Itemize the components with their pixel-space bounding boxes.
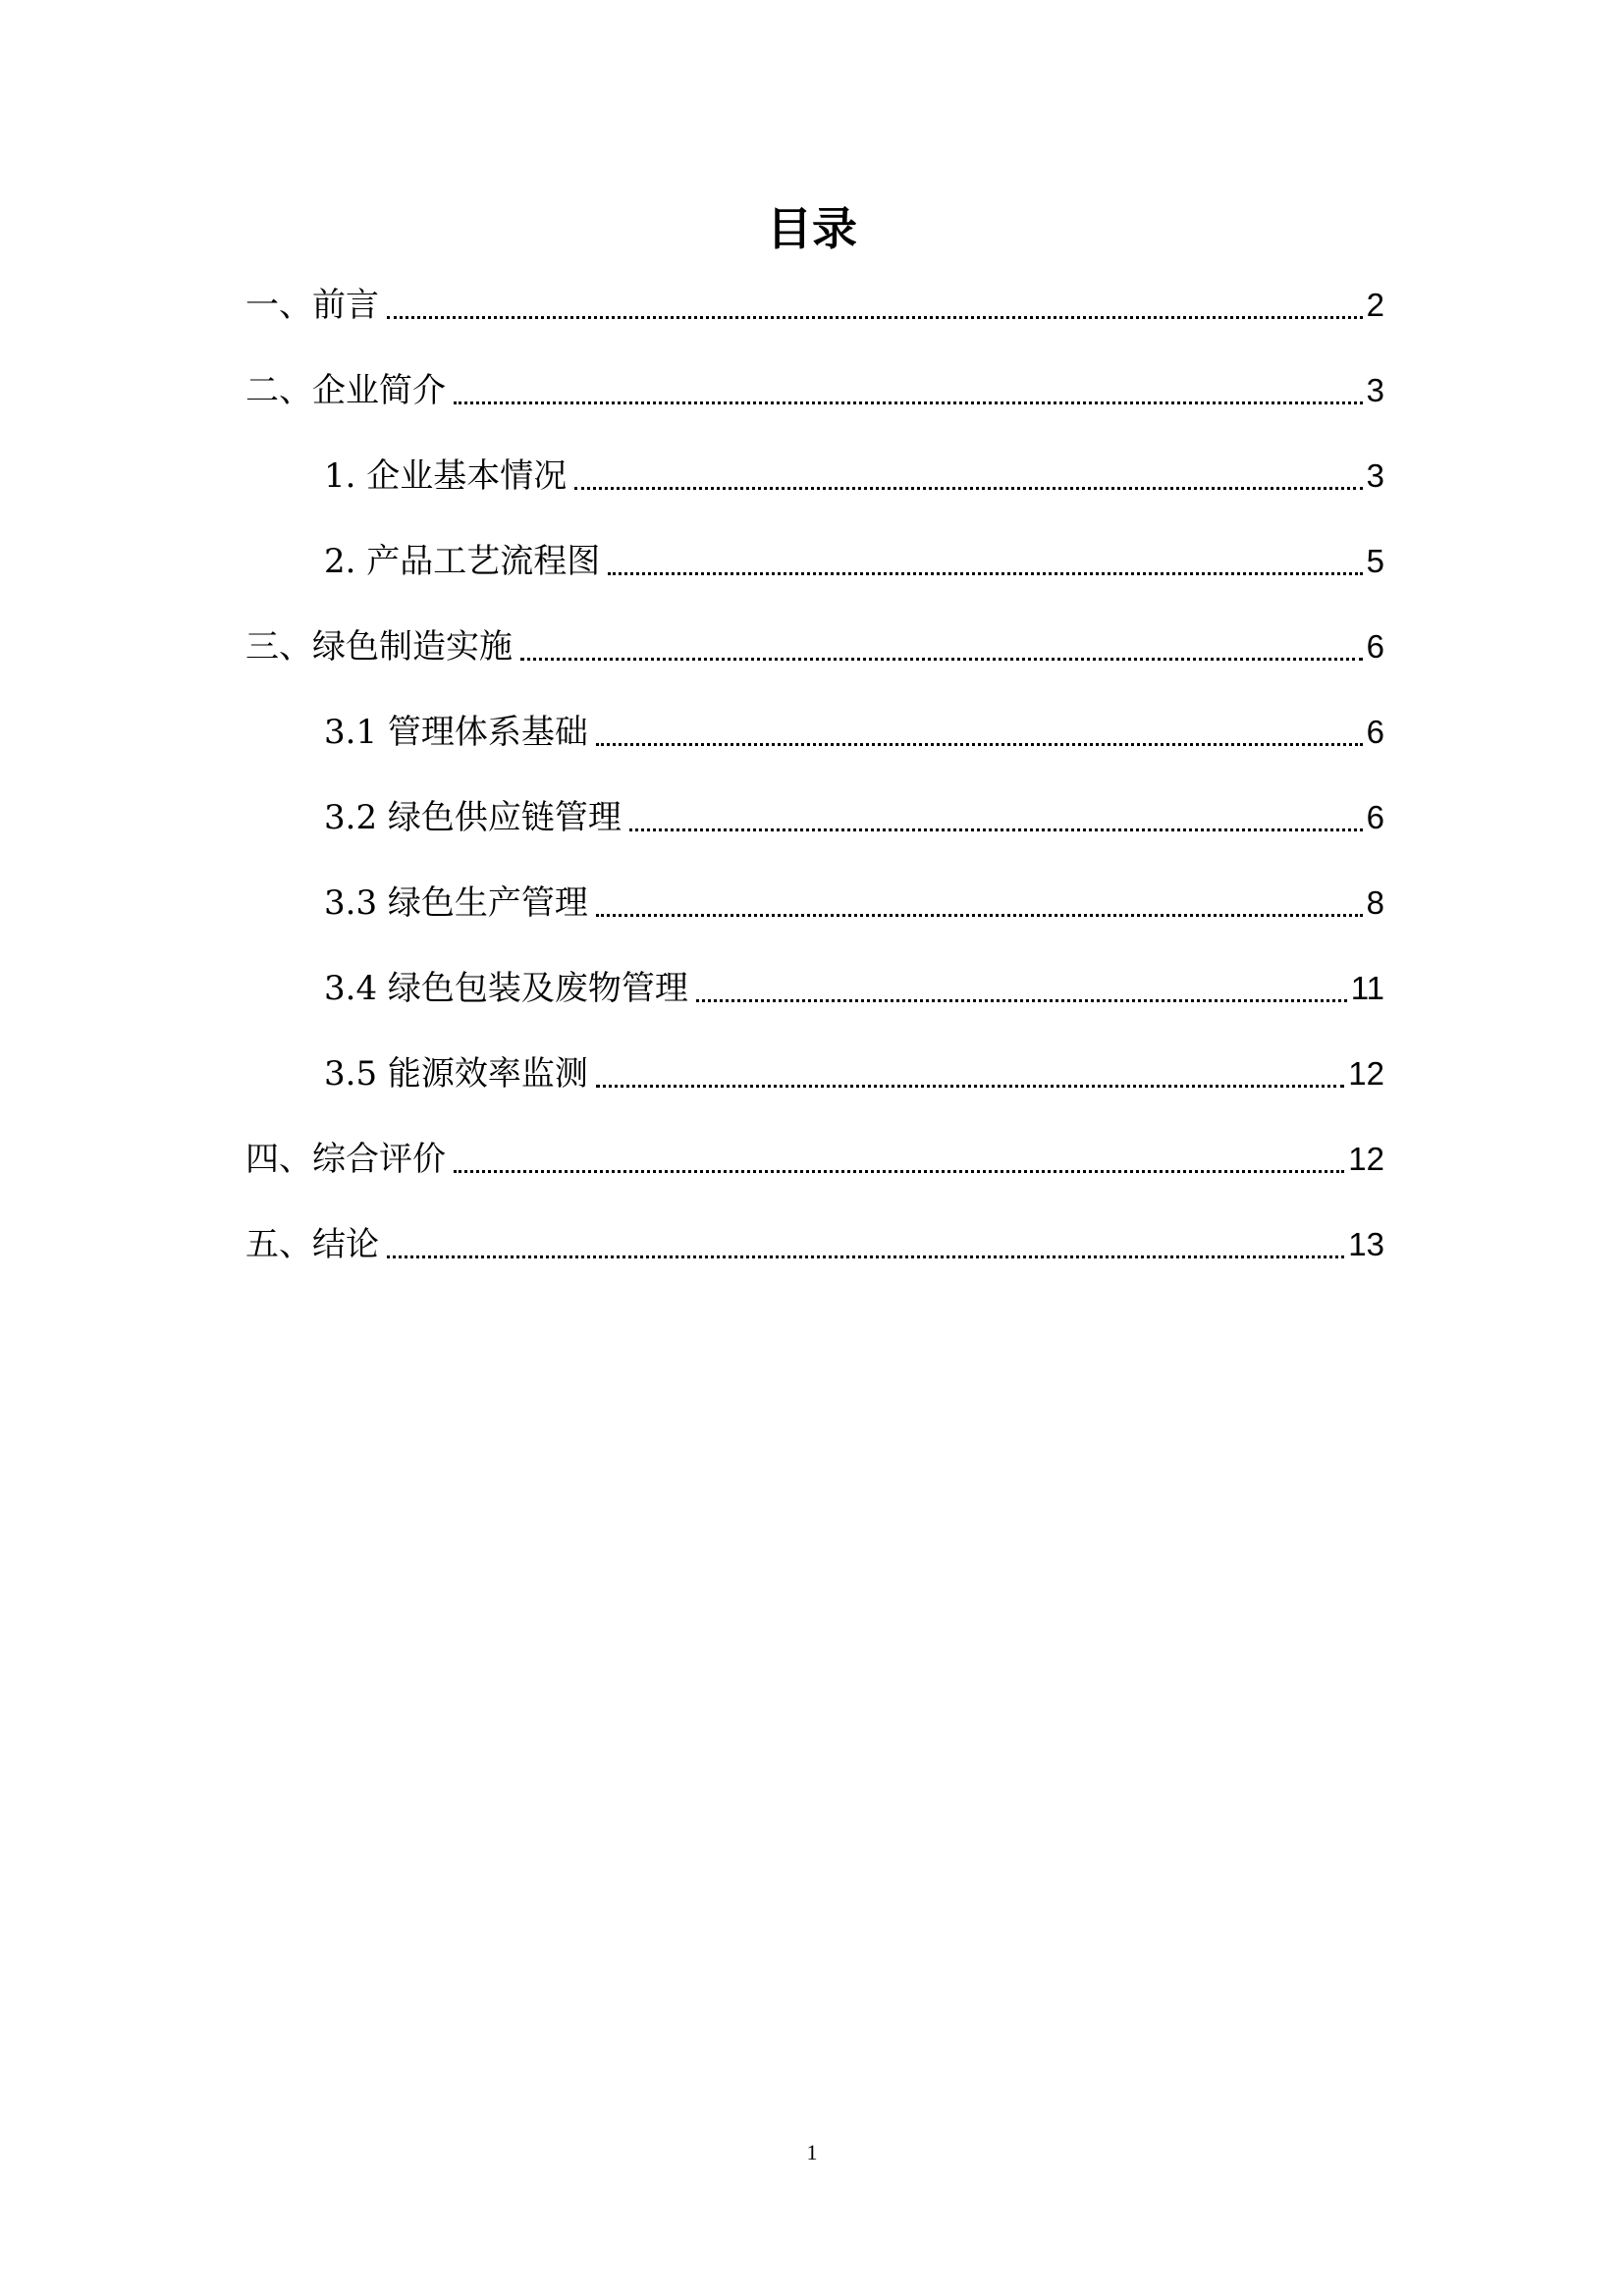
dot-leader [387, 1246, 1344, 1258]
toc-entry-packaging-waste[interactable] [324, 966, 1384, 1011]
toc-entry-evaluation[interactable] [245, 1137, 1384, 1182]
dot-leader [608, 562, 1362, 575]
toc-entry-page: 6 [1366, 628, 1384, 665]
toc-entry-company-profile[interactable] [245, 368, 1384, 413]
dot-leader [596, 733, 1363, 746]
toc-entry-green-manufacturing[interactable] [245, 624, 1384, 669]
dot-leader [387, 306, 1363, 319]
toc-entry-page: 12 [1348, 1141, 1384, 1177]
page-title: 目录 [767, 202, 857, 255]
toc-entry-label: 3.1 管理体系基础 [324, 713, 588, 752]
dot-leader [520, 648, 1363, 661]
toc-entry-page: 11 [1350, 970, 1384, 1006]
dot-leader [574, 477, 1362, 490]
toc-entry-label: 四、综合评价 [245, 1140, 446, 1179]
toc-entry-process-flow[interactable] [324, 539, 1384, 584]
toc-entry-company-basics[interactable] [324, 454, 1384, 499]
dot-leader [454, 392, 1363, 404]
toc-entry-green-production[interactable] [324, 881, 1384, 926]
toc-entry-page: 6 [1366, 714, 1384, 750]
toc-entry-label: 三、绿色制造实施 [245, 627, 513, 667]
page-number: 1 [806, 2140, 818, 2164]
toc-entry-label: 3.4 绿色包装及废物管理 [324, 969, 688, 1008]
dot-leader [696, 989, 1347, 1002]
toc-entry-label: 二、企业简介 [245, 371, 446, 410]
toc-entry-label: 3.3 绿色生产管理 [324, 883, 588, 923]
toc-entry-preface[interactable] [245, 283, 1384, 328]
toc-entry-energy-monitoring[interactable] [324, 1051, 1384, 1096]
toc-entry-page: 6 [1366, 799, 1384, 835]
toc-entry-label: 1. 企业基本情况 [324, 456, 568, 496]
toc-entry-label: 一、前言 [245, 286, 379, 325]
toc-entry-label: 五、结论 [245, 1225, 379, 1264]
toc-entry-page: 13 [1348, 1226, 1384, 1262]
dot-leader [454, 1160, 1344, 1173]
toc-entry-page: 3 [1366, 372, 1384, 408]
toc-entry-label: 3.5 能源效率监测 [324, 1054, 588, 1094]
dot-leader [629, 819, 1363, 831]
toc-entry-page: 8 [1366, 884, 1384, 921]
toc-entry-management-system[interactable] [324, 710, 1384, 755]
toc-entry-conclusion[interactable] [245, 1222, 1384, 1267]
dot-leader [596, 904, 1363, 917]
toc-entry-supply-chain[interactable] [324, 795, 1384, 840]
toc-entry-page: 2 [1366, 287, 1384, 323]
dot-leader [596, 1075, 1344, 1088]
toc-entry-page: 5 [1366, 543, 1384, 579]
toc-entry-label: 3.2 绿色供应链管理 [324, 798, 622, 837]
toc-entry-page: 12 [1348, 1055, 1384, 1092]
toc-entry-page: 3 [1366, 457, 1384, 494]
toc-entry-label: 2. 产品工艺流程图 [324, 542, 601, 581]
